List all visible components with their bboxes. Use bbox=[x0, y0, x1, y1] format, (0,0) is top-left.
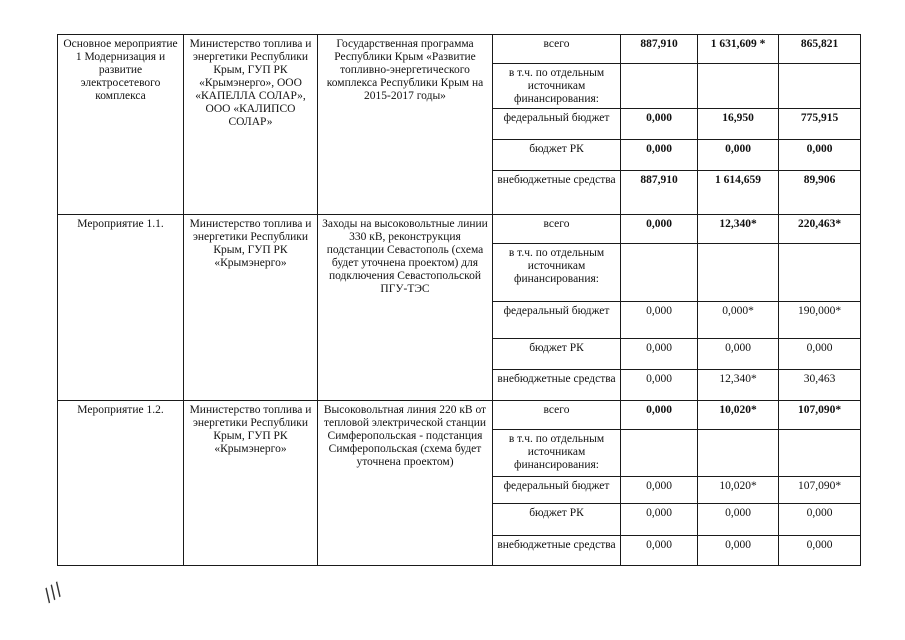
value-cell: 0,000 bbox=[779, 339, 861, 370]
value-cell bbox=[698, 244, 779, 302]
value-cell: 1 631,609 * bbox=[698, 35, 779, 64]
value-cell: 0,000 bbox=[698, 339, 779, 370]
funding-source: бюджет РК bbox=[493, 504, 621, 536]
value-cell: 0,000 bbox=[621, 536, 698, 566]
value-cell: 12,340* bbox=[698, 370, 779, 401]
value-cell: 10,020* bbox=[698, 477, 779, 504]
event-name: Мероприятие 1.1. bbox=[58, 215, 184, 401]
executor: Министерство топлива и энергетики Республики Крым, ГУП РК «Крымэнерго» bbox=[184, 215, 318, 401]
value-cell: 107,090* bbox=[779, 401, 861, 430]
table-row bbox=[58, 401, 861, 430]
value-cell: 190,000* bbox=[779, 302, 861, 339]
value-cell: 0,000 bbox=[698, 140, 779, 171]
value-cell bbox=[621, 244, 698, 302]
funding-source: всего bbox=[493, 215, 621, 244]
funding-source: бюджет РК bbox=[493, 339, 621, 370]
funding-source: федеральный бюджет bbox=[493, 109, 621, 140]
value-cell: 0,000 bbox=[698, 504, 779, 536]
value-cell: 0,000 bbox=[621, 370, 698, 401]
value-cell: 887,910 bbox=[621, 171, 698, 215]
value-cell: 0,000 bbox=[779, 504, 861, 536]
funding-source: федеральный бюджет bbox=[493, 302, 621, 339]
executor: Министерство топлива и энергетики Республики Крым, ГУП РК «Крымэнерго», ООО «КАПЕЛЛА СОЛАР», ООО «КАЛИПСО СОЛАР» bbox=[184, 35, 318, 215]
value-cell: 12,340* bbox=[698, 215, 779, 244]
program-name: Заходы на высоковольтные линии 330 кВ, реконструкция подстанции Севастополь (схема будет уточнена проектом) для подключения Севастопольской ПГУ-ТЭС bbox=[318, 215, 493, 401]
funding-source: в т.ч. по отдельным источникам финансирования: bbox=[493, 64, 621, 109]
value-cell: 0,000 bbox=[621, 504, 698, 536]
value-cell: 0,000 bbox=[621, 477, 698, 504]
value-cell bbox=[779, 430, 861, 477]
value-cell bbox=[621, 430, 698, 477]
table-row bbox=[58, 35, 861, 64]
value-cell: 0,000 bbox=[621, 109, 698, 140]
program-name: Высоковольтная линия 220 кВ от тепловой электрической станции Симферопольская - подстанция Симферопольская (схема будет уточнена проектом) bbox=[318, 401, 493, 566]
value-cell: 887,910 bbox=[621, 35, 698, 64]
table-row bbox=[58, 215, 861, 244]
value-cell: 30,463 bbox=[779, 370, 861, 401]
budget-table bbox=[57, 34, 861, 566]
funding-source: внебюджетные средства bbox=[493, 370, 621, 401]
handwritten-margin-mark: /// bbox=[39, 578, 67, 607]
value-cell bbox=[779, 64, 861, 109]
value-cell: 0,000 bbox=[779, 140, 861, 171]
value-cell: 0,000 bbox=[698, 536, 779, 566]
value-cell: 775,915 bbox=[779, 109, 861, 140]
event-name: Основное мероприятие 1 Модернизация и развитие электросетевого комплекса bbox=[58, 35, 184, 215]
funding-source: внебюджетные средства bbox=[493, 536, 621, 566]
executor: Министерство топлива и энергетики Республики Крым, ГУП РК «Крымэнерго» bbox=[184, 401, 318, 566]
value-cell: 0,000 bbox=[621, 140, 698, 171]
program-name: Государственная программа Республики Крым «Развитие топливно-энергетического комплекса Республики Крым на 2015-2017 годы» bbox=[318, 35, 493, 215]
funding-source: всего bbox=[493, 35, 621, 64]
funding-source: внебюджетные средства bbox=[493, 171, 621, 215]
event-name: Мероприятие 1.2. bbox=[58, 401, 184, 566]
value-cell: 0,000* bbox=[698, 302, 779, 339]
value-cell bbox=[698, 64, 779, 109]
funding-source: в т.ч. по отдельным источникам финансирования: bbox=[493, 244, 621, 302]
value-cell: 89,906 bbox=[779, 171, 861, 215]
value-cell bbox=[698, 430, 779, 477]
value-cell bbox=[621, 64, 698, 109]
value-cell: 0,000 bbox=[621, 302, 698, 339]
funding-source: в т.ч. по отдельным источникам финансирования: bbox=[493, 430, 621, 477]
value-cell: 107,090* bbox=[779, 477, 861, 504]
value-cell: 16,950 bbox=[698, 109, 779, 140]
value-cell: 10,020* bbox=[698, 401, 779, 430]
value-cell: 220,463* bbox=[779, 215, 861, 244]
value-cell: 0,000 bbox=[779, 536, 861, 566]
value-cell: 865,821 bbox=[779, 35, 861, 64]
value-cell: 0,000 bbox=[621, 339, 698, 370]
value-cell: 0,000 bbox=[621, 215, 698, 244]
funding-source: всего bbox=[493, 401, 621, 430]
funding-source: бюджет РК bbox=[493, 140, 621, 171]
value-cell bbox=[779, 244, 861, 302]
value-cell: 0,000 bbox=[621, 401, 698, 430]
funding-source: федеральный бюджет bbox=[493, 477, 621, 504]
value-cell: 1 614,659 bbox=[698, 171, 779, 215]
